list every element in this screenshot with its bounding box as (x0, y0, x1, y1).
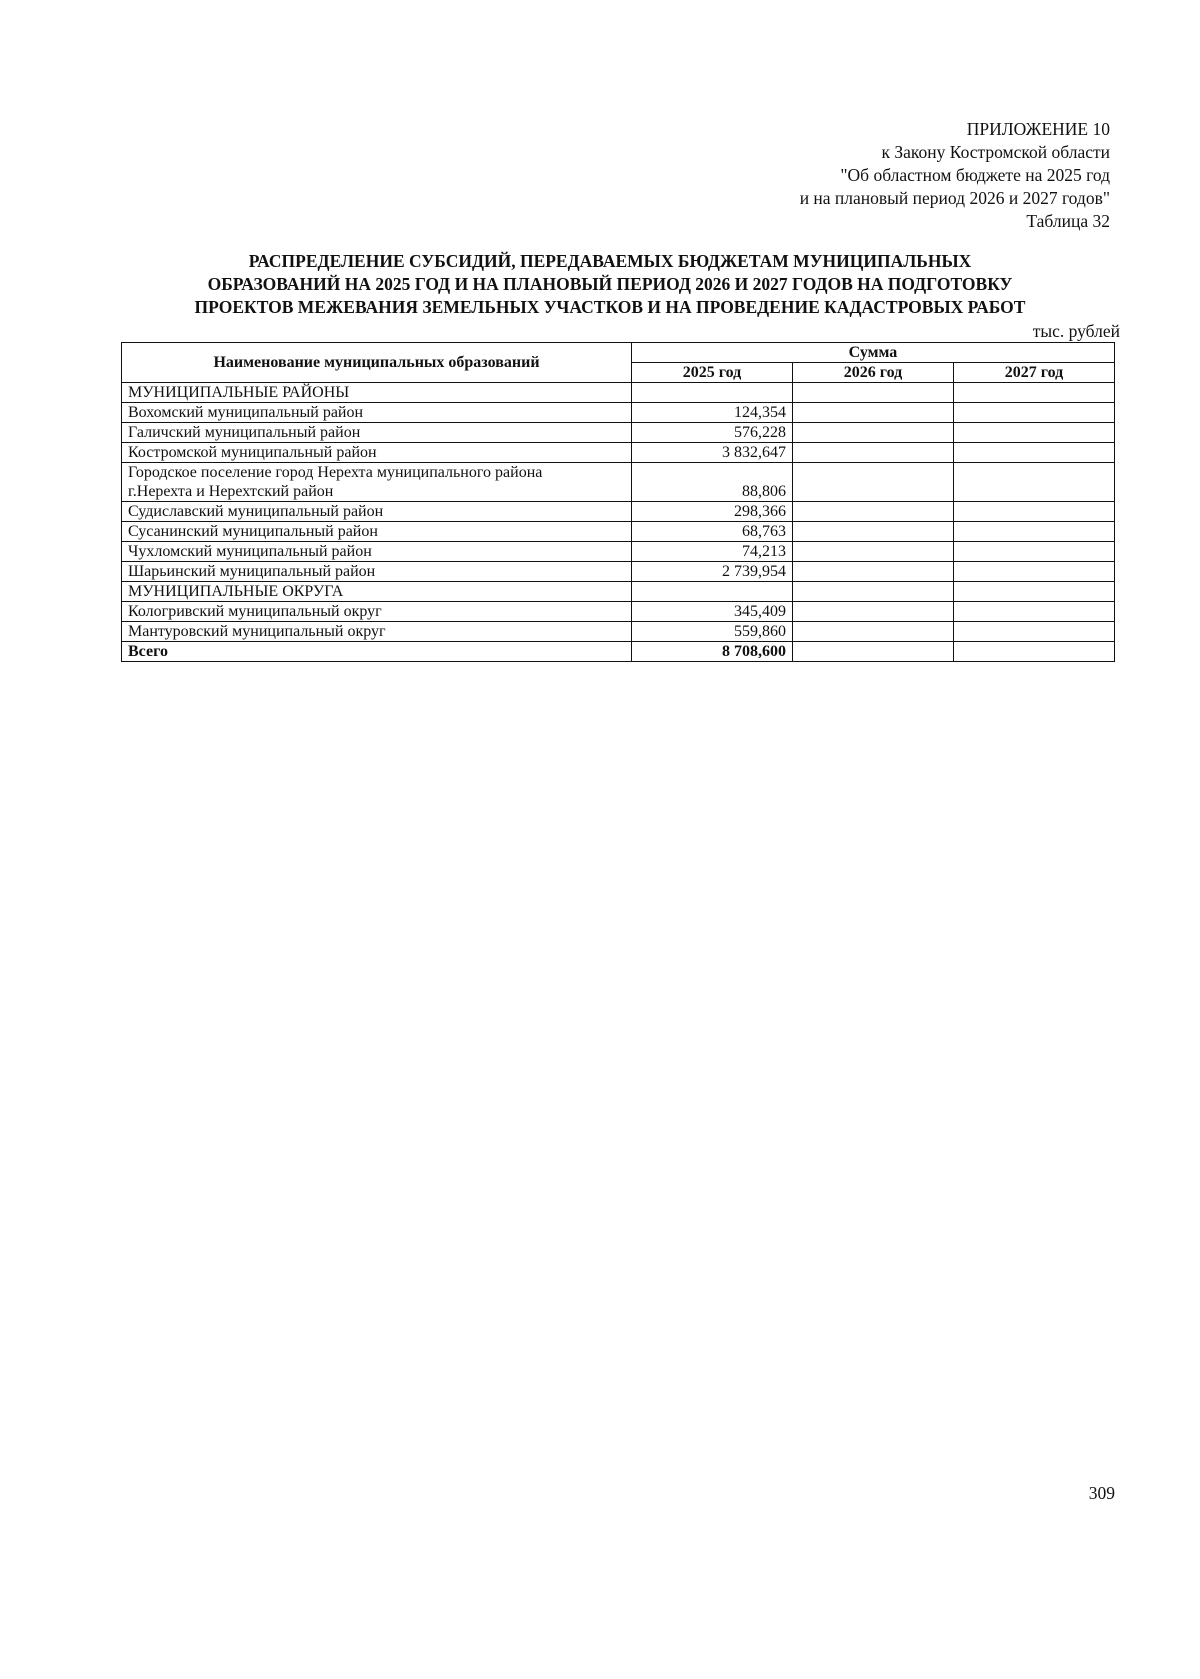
row-2026 (793, 622, 954, 642)
row-2027 (954, 602, 1115, 622)
row-2025: 298,366 (632, 502, 793, 522)
subsidy-table (121, 342, 1115, 662)
row-2025: 74,213 (632, 542, 793, 562)
table-row (122, 443, 1115, 463)
table-row (122, 582, 1115, 602)
row-2027 (954, 443, 1115, 463)
table-row (122, 622, 1115, 642)
table-row (122, 502, 1115, 522)
row-name: Галичский муниципальный район (122, 423, 632, 443)
row-name: Кологривский муниципальный округ (122, 602, 632, 622)
row-2027 (954, 522, 1115, 542)
row-2026 (793, 443, 954, 463)
row-name (122, 463, 632, 502)
row-2025: 124,354 (632, 403, 793, 423)
header-2027: 2027 год (954, 363, 1115, 383)
total-2026 (793, 642, 954, 662)
row-2025: 68,763 (632, 522, 793, 542)
row-2025 (632, 383, 793, 403)
row-name: Вохомский муниципальный район (122, 403, 632, 423)
row-name: Мантуровский муниципальный округ (122, 622, 632, 642)
document-title (150, 250, 1070, 319)
appendix-block (800, 118, 1110, 233)
header-2025: 2025 год (632, 363, 793, 383)
appendix-line: ПРИЛОЖЕНИЕ 10 (966, 119, 1110, 139)
row-name: МУНИЦИПАЛЬНЫЕ ОКРУГА (122, 582, 632, 602)
table-row (122, 602, 1115, 622)
header-2026: 2026 год (793, 363, 954, 383)
header-name: Наименование муниципальных образований (122, 343, 632, 383)
total-2025: 8 708,600 (632, 642, 793, 662)
table-row (122, 463, 1115, 502)
total-2027 (954, 642, 1115, 662)
row-2027 (954, 403, 1115, 423)
row-2026 (793, 502, 954, 522)
row-2026 (793, 562, 954, 582)
table-row (122, 423, 1115, 443)
table-row (122, 562, 1115, 582)
title-line: РАСПРЕДЕЛЕНИЕ СУБСИДИЙ, ПЕРЕДАВАЕМЫХ БЮДЖЕТАМ МУНИЦИПАЛЬНЫХ (248, 251, 972, 271)
row-2025 (632, 582, 793, 602)
row-2026 (793, 463, 954, 502)
row-name-line: Городское поселение город Нерехта муниципального района (128, 464, 543, 481)
row-2026 (793, 542, 954, 562)
header-sum: Сумма (632, 343, 1115, 363)
row-2026 (793, 582, 954, 602)
appendix-line: и на плановый период 2026 и 2027 годов" (799, 188, 1110, 208)
total-row (122, 642, 1115, 662)
appendix-line: к Закону Костромской области (881, 142, 1110, 162)
row-2025: 345,409 (632, 602, 793, 622)
row-2025: 559,860 (632, 622, 793, 642)
row-2027 (954, 383, 1115, 403)
table-row (122, 542, 1115, 562)
row-2026 (793, 383, 954, 403)
row-name-line: г.Нерехта и Нерехтский район (128, 483, 334, 500)
row-2027 (954, 463, 1115, 502)
table-row (122, 522, 1115, 542)
row-name: МУНИЦИПАЛЬНЫЕ РАЙОНЫ (122, 383, 632, 403)
row-2025: 2 739,954 (632, 562, 793, 582)
row-name: Сусанинский муниципальный район (122, 522, 632, 542)
units-label: тыс. рублей (1032, 321, 1120, 341)
table-row (122, 403, 1115, 423)
row-name: Шарьинский муниципальный район (122, 562, 632, 582)
row-name: Судиславский муниципальный район (122, 502, 632, 522)
row-2026 (793, 423, 954, 443)
row-2027 (954, 423, 1115, 443)
table-number: Таблица 32 (1026, 211, 1110, 231)
row-2026 (793, 403, 954, 423)
row-2027 (954, 622, 1115, 642)
row-name: Костромской муниципальный район (122, 443, 632, 463)
row-name: Чухломский муниципальный район (122, 542, 632, 562)
row-2026 (793, 522, 954, 542)
row-2027 (954, 562, 1115, 582)
title-line: ПРОЕКТОВ МЕЖЕВАНИЯ ЗЕМЕЛЬНЫХ УЧАСТКОВ И НА ПРОВЕДЕНИЕ КАДАСТРОВЫХ РАБОТ (194, 297, 1026, 317)
row-2025: 88,806 (632, 463, 793, 502)
appendix-line: "Об областном бюджете на 2025 год (840, 165, 1110, 185)
title-line: ОБРАЗОВАНИЙ НА 2025 ГОД И НА ПЛАНОВЫЙ ПЕРИОД 2026 И 2027 ГОДОВ НА ПОДГОТОВКУ (207, 274, 1013, 294)
total-label: Всего (122, 642, 632, 662)
row-2027 (954, 582, 1115, 602)
row-2026 (793, 602, 954, 622)
row-2027 (954, 542, 1115, 562)
page-number: 309 (1088, 1483, 1115, 1503)
table-row (122, 383, 1115, 403)
row-2025: 576,228 (632, 423, 793, 443)
row-2025: 3 832,647 (632, 443, 793, 463)
row-2027 (954, 502, 1115, 522)
